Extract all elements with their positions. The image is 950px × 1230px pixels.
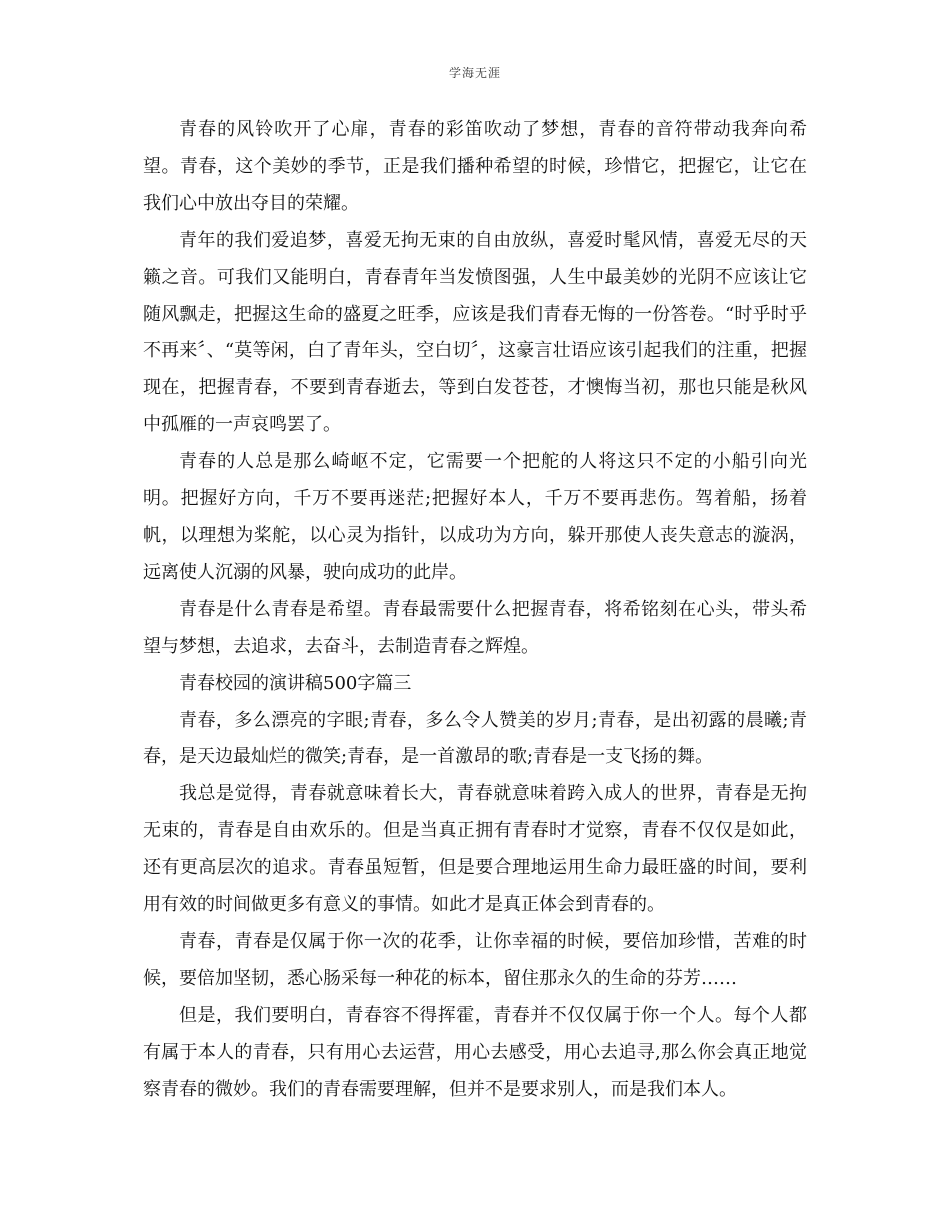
paragraph: 青春，多么漂亮的字眼;青春，多么令人赞美的岁月;青春，是出初露的晨曦;青春，是天边最灿烂的微笑;青春，是一首激昂的歌;青春是一支飞扬的舞。 (143, 709, 807, 768)
paragraph: 青春，青春是仅属于你一次的花季，让你幸福的时候，要倍加珍惜，苦难的时候，要倍加坚韧，悉心肠采每一种花的标本，留住那永久的生命的芬芳…… (143, 930, 807, 989)
document-body (143, 112, 807, 1108)
section-heading: 青春校园的演讲稿500字篇三 (179, 672, 412, 694)
paragraph: 但是，我们要明白，青春容不得挥霍，青春并不仅仅属于你一个人。每个人都有属于本人的青春，只有用心去运营，用心去感受，用心去追寻,那么你会真正地觉察青春的微妙。我们的青春需要理解，但并不是要求别人，而是我们本人。 (143, 1004, 807, 1100)
paragraph: 青年的我们爱追梦，喜爱无拘无束的自由放纵，喜爱时髦风情，喜爱无尽的天籁之音。可我们又能明白，青春青年当发愤图强，人生中最美妙的光阴不应该让它随风飘走，把握这生命的盛夏之旺季，应该是我们青春无悔的一份答卷。“时乎时乎不再来〞、“莫等闲，白了青年头，空白切〞，这豪言壮语应该引起我们的注重，把握现在，把握青春，不要到青春逝去，等到白发苍苍，才懊悔当初，那也只能是秋风中孤雁的一声哀鸣罢了。 (143, 229, 807, 436)
page-header: 学海无涯 (448, 66, 501, 80)
paragraph: 青春是什么青春是希望。青春最需要什么把握青春，将希铭刻在心头，带头希望与梦想，去追求，去奋斗，去制造青春之辉煌。 (143, 598, 807, 657)
paragraph: 青春的风铃吹开了心扉，青春的彩笛吹动了梦想，青春的音符带动我奔向希望。青春，这个美妙的季节，正是我们播种希望的时候，珍惜它，把握它，让它在我们心中放出夺目的荣耀。 (143, 119, 807, 214)
paragraph: 我总是觉得，青春就意味着长大，青春就意味着跨入成人的世界，青春是无拘无束的，青春是自由欢乐的。但是当真正拥有青春时才觉察，青春不仅仅是如此，还有更高层次的追求。青春虽短暂，但是要合理地运用生命力最旺盛的时间，要利用有效的时间做更多有意义的事情。如此才是真正体会到青春的。 (143, 783, 807, 916)
paragraph: 青春的人总是那么崎岖不定，它需要一个把舵的人将这只不定的小船引向光明。把握好方向，千万不要再迷茫;把握好本人，千万不要再悲伤。驾着船，扬着帆，以理想为桨舵，以心灵为指针，以成功为方向，躲开那使人丧失意志的漩涡，远离使人沉溺的风暴，驶向成功的此岸。 (143, 451, 807, 583)
